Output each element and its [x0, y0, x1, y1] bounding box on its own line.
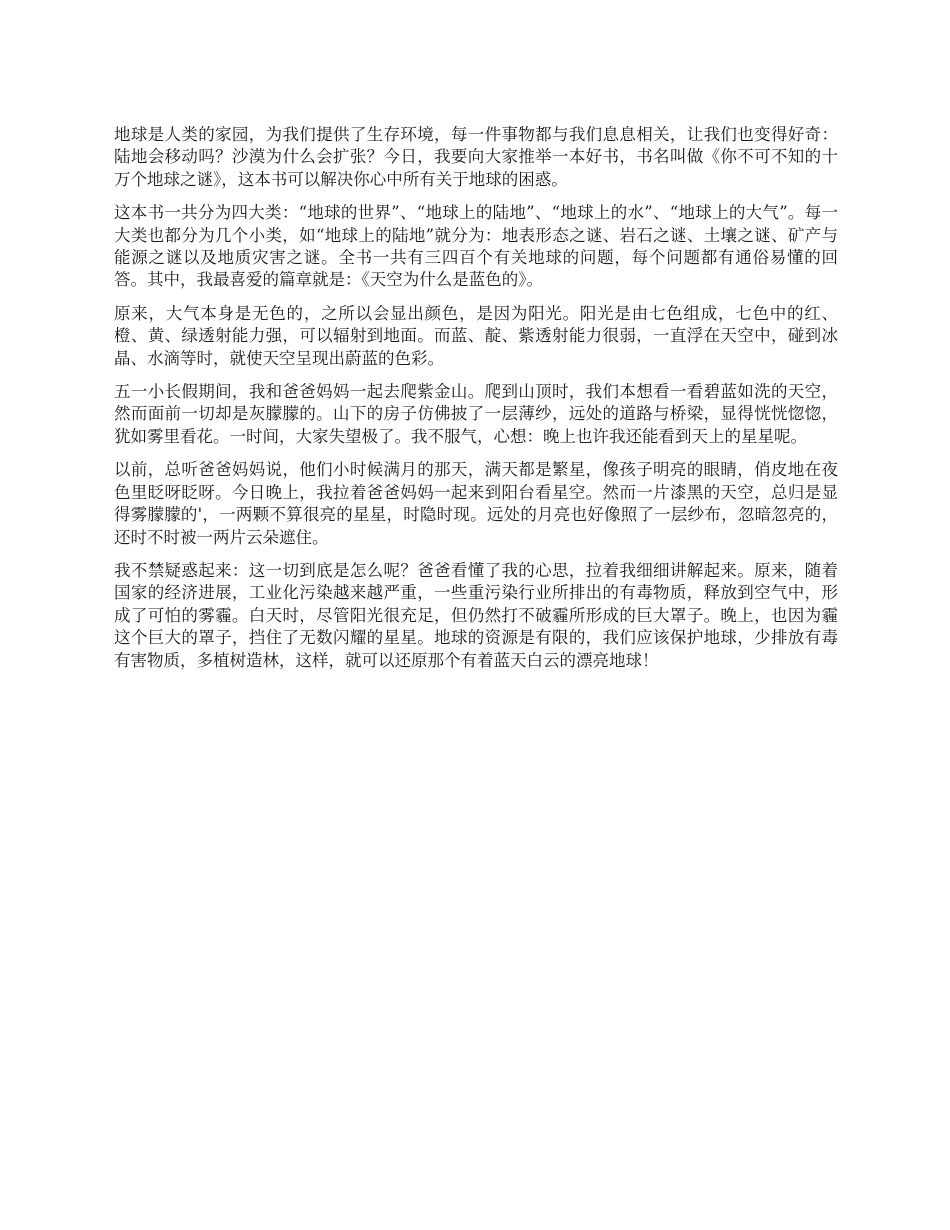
paragraph-4: 五一小长假期间，我和爸爸妈妈一起去爬紫金山。爬到山顶时，我们本想看一看碧蓝如洗的天空，然而面前一切却是灰朦朦的。山下的房子仿佛披了一层薄纱，远处的道路与桥梁，显得恍恍惚惚，犹如雾里看花。一时间，大家失望极了。我不服气，心想：晚上也许我还能看到天上的星星呢。 — [114, 382, 838, 446]
paragraph-2: 这本书一共分为四大类：“地球的世界”、“地球上的陆地”、“地球上的水”、“地球上的大气”。每一大类也都分为几个小类，如“地球上的陆地”就分为：地表形态之谜、岩石之谜、土壤之谜、矿产与能源之谜以及地质灾害之谜。全书一共有三四百个有关地球的问题，每个问题都有通俗易懂的回答。其中，我最喜爱的篇章就是：《天空为什么是蓝色的》。 — [114, 203, 838, 290]
paragraph-1: 地球是人类的家园，为我们提供了生存环境，每一件事物都与我们息息相关，让我们也变得好奇：陆地会移动吗？沙漠为什么会扩张？今日，我要向大家推举一本好书，书名叫做《你不可不知的十万个地球之谜》，这本书可以解决你心中所有关于地球的困惑。 — [114, 125, 838, 189]
paragraph-3: 原来，大气本身是无色的，之所以会显出颜色，是因为阳光。阳光是由七色组成，七色中的红、橙、黄、绿透射能力强，可以辐射到地面。而蓝、靛、紫透射能力很弱，一直浮在天空中，碰到冰晶、水滴等时，就使天空呈现出蔚蓝的色彩。 — [114, 303, 838, 368]
paragraph-5: 以前，总听爸爸妈妈说，他们小时候满月的那天，满天都是繁星，像孩子明亮的眼睛，俏皮地在夜色里眨呀眨呀。今日晚上，我拉着爸爸妈妈一起来到阳台看星空。然而一片漆黑的天空，总归是显得雾朦朦的'，一两颗不算很亮的星星，时隐时现。远处的月亮也好像照了一层纱布，忽暗忽亮的，还时不时被一两片云朵遮住。 — [114, 460, 838, 547]
paragraph-6: 我不禁疑惑起来：这一切到底是怎么呢？爸爸看懂了我的心思，拉着我细细讲解起来。原来，随着国家的经济进展，工业化污染越来越严重，一些重污染行业所排出的有毒物质，释放到空气中，形成了可怕的雾霾。白天时，尽管阳光很充足，但仍然打不破霾所形成的巨大罩子。晚上，也因为霾这个巨大的罩子，挡住了无数闪耀的星星。地球的资源是有限的，我们应该保护地球，少排放有毒有害物质，多植树造林，这样，就可以还原那个有着蓝天白云的漂亮地球！ — [114, 560, 838, 670]
document-page — [114, 124, 838, 683]
